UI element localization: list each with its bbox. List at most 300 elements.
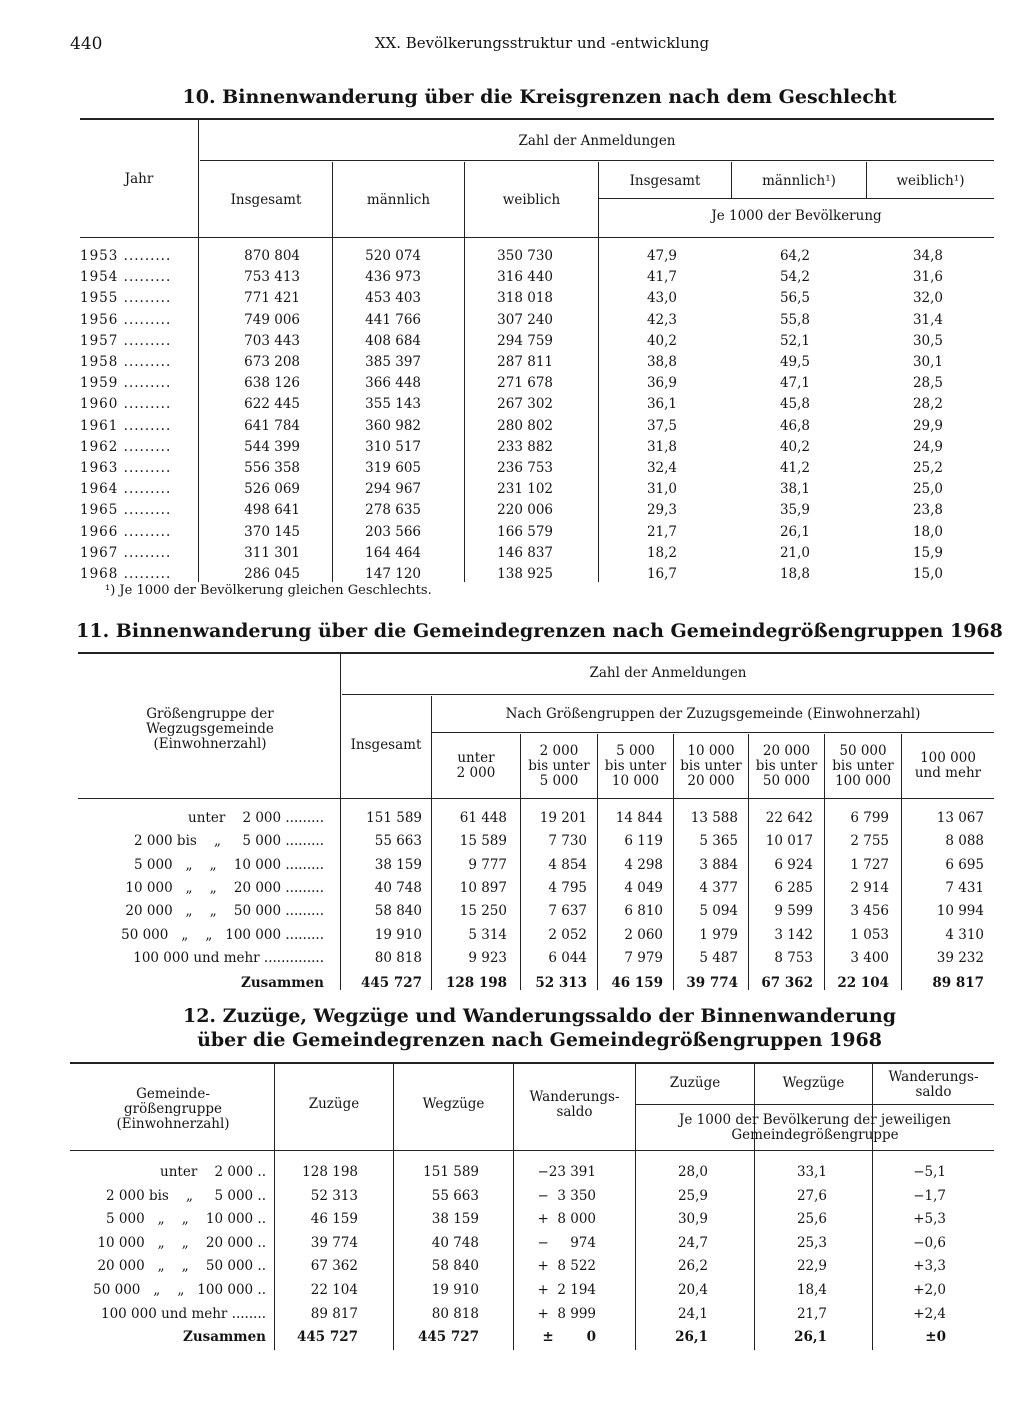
table11-vrule [340,652,341,990]
table12-group-label: 100 000 und mehr ........ [101,1305,266,1322]
table10-value-cell: 166 579 [497,523,553,540]
table10-value-cell: 52,1 [779,332,810,349]
table10-year-cell: 1955 ......... [80,290,172,307]
table12-value-cell: 26,2 [677,1258,708,1275]
table10-value-cell: 164 464 [365,544,421,561]
table12-total-label: Zusammen [183,1329,266,1346]
table12-group-label: 50 000 „ „ 100 000 .. [93,1282,266,1298]
table10-value-cell: 544 399 [244,438,300,455]
table12-value-cell: 39 774 [310,1234,358,1251]
table10-value-cell: 40,2 [646,332,677,349]
table11-value-cell: 10 017 [765,833,813,850]
table10-value-cell: 267 302 [497,396,553,413]
table12-value-cell: − 974 [537,1234,596,1251]
table10-value-cell: 41,2 [779,460,810,476]
table12-col-saldo-line2: saldo [556,1104,593,1120]
table12-col-rate-in: Zuzüge [669,1075,721,1091]
table11-value-cell: 9 599 [774,903,813,920]
table12-total-cell: ±0 [925,1329,946,1346]
table12-col-group-line2: größengruppe [124,1101,222,1117]
table10-value-cell: 271 678 [497,375,553,392]
table10-value-cell: 45,8 [779,396,810,413]
table10-vrule [332,162,333,582]
table10-col-female: weiblich [502,192,561,208]
table12-rate-sub-line2: Gemeindegrößengruppe [731,1127,899,1143]
table10-value-cell: 294 759 [497,332,553,349]
table10-value-cell: 28,5 [912,375,943,392]
table11-title: 11. Binnenwanderung über die Gemeindegrenzen nach Gemeindegrößengruppen 1968 [76,620,1003,642]
table12-col-group-line3: (Einwohnerzahl) [116,1116,230,1132]
table10-value-cell: 310 517 [365,438,421,455]
table11-value-cell: 13 588 [690,810,738,826]
table10-value-cell: 220 006 [497,502,553,519]
table11-size-col-header: 5 000 [616,743,655,759]
table10-value-cell: 231 102 [497,481,553,498]
table11-size-col-header: 50 000 [762,773,811,789]
table11-value-cell: 80 818 [374,949,422,966]
table12-value-cell: 67 362 [310,1258,358,1275]
table11-size-col-header: 10 000 [611,773,660,789]
table10-value-cell: 38,8 [646,354,677,370]
table10-value-cell: 47,9 [646,248,677,264]
table10-value-cell: 703 443 [244,332,300,349]
table11-total-cell: 52 313 [535,975,587,991]
table10-value-cell: 286 045 [244,566,300,582]
table10-value-cell: 36,9 [646,375,677,392]
table10-year-cell: 1956 ......... [80,311,172,328]
table11-group-label: 5 000 „ „ 10 000 ......... [134,856,324,873]
table11-size-col-header: 20 000 [762,743,811,759]
table11-group-rule [342,694,994,695]
table12-value-cell: 128 198 [302,1164,358,1180]
table10-year-cell: 1962 ......... [80,438,172,455]
table10-value-cell: 21,7 [646,523,677,540]
table11-value-cell: 6 799 [850,810,889,826]
table12-value-cell: −23 391 [537,1164,596,1180]
table12-group-label: 5 000 „ „ 10 000 .. [106,1211,266,1228]
table10-year-cell: 1966 ......... [80,523,172,540]
table12-rate-sub-line1: Je 1000 der Bevölkerung der jeweiligen [678,1112,952,1128]
table10-value-cell: 408 684 [365,332,421,349]
table11-value-cell: 39 232 [936,949,984,966]
table11-value-cell: 2 914 [850,879,889,896]
table10-value-cell: 280 802 [497,417,553,434]
table10-vrule [464,162,465,582]
table11-value-cell: 2 755 [850,833,889,850]
table12-value-cell: 30,9 [677,1211,708,1228]
table10-value-cell: 203 566 [365,523,421,540]
table11-value-cell: 4 377 [699,879,738,896]
table11-value-cell: 22 642 [765,810,813,826]
table11-value-cell: 5 314 [468,926,507,943]
table12-value-cell: +2,4 [913,1305,946,1322]
table10-value-cell: 870 804 [244,248,300,264]
table12-value-cell: 22,9 [796,1258,827,1275]
table10-value-cell: 307 240 [497,311,553,328]
table10-value-cell: 236 753 [497,460,553,476]
table10-header-bottom-rule [80,237,994,238]
table10-group-header: Zahl der Anmeldungen [518,133,676,149]
table10-title: 10. Binnenwanderung über die Kreisgrenzen nach dem Geschlecht [182,86,897,108]
table12-value-cell: 40 748 [431,1234,479,1251]
table10-value-cell: 294 967 [365,481,421,498]
table11-group-label: 50 000 „ „ 100 000 ......... [121,926,324,943]
table12-col-in: Zuzüge [308,1096,360,1112]
table10-year-cell: 1968 ......... [80,566,172,582]
table10-value-cell: 556 358 [244,460,300,476]
table11-value-cell: 151 589 [366,810,422,826]
table11-group-label: 2 000 bis „ 5 000 ......... [133,833,324,850]
table10-value-cell: 370 145 [244,523,300,540]
table12-value-cell: 18,4 [796,1282,827,1298]
table10-value-cell: 355 143 [365,396,421,413]
table12-title-line1: 12. Zuzüge, Wegzüge und Wanderungssaldo der Binnenwanderung [182,1005,897,1027]
table11-top-rule [78,652,994,654]
table11-value-cell: 14 844 [615,810,663,826]
table11-size-col-header: 10 000 [687,743,735,759]
table10-value-cell: 30,1 [912,354,943,370]
table12-value-cell: 46 159 [310,1211,358,1228]
table11-size-col-header: bis unter [832,758,894,774]
table11-size-col-header: und mehr [914,765,982,781]
table12-value-cell: 25,9 [677,1187,708,1204]
table12-total-cell: 445 727 [296,1329,358,1346]
table10-value-cell: 16,7 [646,566,677,582]
table11-col-group-line3: (Einwohnerzahl) [153,736,267,752]
table10-value-cell: 15,9 [912,544,943,561]
table10-value-cell: 56,5 [779,290,810,307]
table10-value-cell: 771 421 [244,290,300,307]
table11-value-cell: 6 119 [624,833,663,850]
table12-col-group-line1: Gemeinde- [136,1086,210,1102]
table12-value-cell: 80 818 [431,1305,479,1322]
table10-value-cell: 31,4 [912,311,943,328]
table11-value-cell: 8 753 [774,949,813,966]
table11-value-cell: 2 060 [624,926,663,943]
table11-size-col-header: bis unter [680,758,742,774]
table11-col-group-line2: Wegzugsgemeinde [146,721,274,737]
table11-value-cell: 9 777 [468,856,507,873]
table11-value-cell: 5 487 [699,949,738,966]
table11-group-label: 20 000 „ „ 50 000 ......... [125,903,324,920]
table10-value-cell: 366 448 [365,375,421,392]
table12-value-cell: +5,3 [913,1211,946,1228]
table10-value-cell: 360 982 [365,417,421,434]
table10-value-cell: 37,5 [646,417,677,434]
table11-value-cell: 2 052 [548,926,587,943]
table10-value-cell: 18,2 [646,544,677,561]
table10-value-cell: 385 397 [365,354,421,370]
table11-value-cell: 15 250 [459,903,507,920]
table10-value-cell: 311 301 [244,544,300,561]
table12-group-label: 2 000 bis „ 5 000 .. [106,1187,266,1204]
table11-value-cell: 1 979 [699,926,738,943]
table12-value-cell: 24,1 [677,1305,708,1322]
running-head: XX. Bevölkerungsstruktur und -entwicklung [374,34,710,52]
table12-value-cell: −1,7 [913,1187,946,1204]
table10-value-cell: 40,2 [779,438,810,455]
table12-col-rate-out: Wegzüge [782,1075,845,1091]
table10-value-cell: 287 811 [497,354,553,370]
table12-value-cell: 19 910 [431,1282,479,1298]
table11-value-cell: 10 897 [459,879,507,896]
table11-value-cell: 13 067 [936,810,984,826]
table12-top-rule [70,1062,994,1064]
table11-value-cell: 38 159 [374,856,422,873]
table10-value-cell: 35,9 [779,502,810,519]
table10-value-cell: 749 006 [244,311,300,328]
table12-value-cell: 27,6 [796,1187,827,1204]
table10-group-rule [200,160,994,161]
table12-group-label: unter 2 000 .. [160,1164,266,1180]
table10-value-cell: 316 440 [497,269,553,286]
table11-size-col-header: 2 000 [456,765,496,781]
table10-value-cell: 38,1 [779,481,810,498]
table10-value-cell: 64,2 [779,248,810,264]
table10-col-rate-female: weiblich¹) [896,173,965,189]
table11-group-label: 100 000 und mehr .............. [133,949,324,966]
table10-rate-subheader: Je 1000 der Bevölkerung [711,208,882,224]
table12-title-line2: über die Gemeindegrenzen nach Gemeindegrößengruppen 1968 [197,1029,882,1051]
table11-value-cell: 1 727 [850,856,889,873]
table10-value-cell: 147 120 [365,566,421,582]
table10-value-cell: 641 784 [244,417,300,434]
table11-value-cell: 19 910 [374,926,422,943]
table11-value-cell: 4 310 [945,926,984,943]
table11-value-cell: 7 730 [548,833,587,850]
table12-col-rate-saldo-line1: Wanderungs- [888,1069,979,1085]
table10-value-cell: 31,6 [912,269,943,286]
table11-value-cell: 7 431 [945,879,984,896]
table10-value-cell: 32,0 [912,290,943,307]
table11-value-cell: 4 298 [624,856,663,873]
table12-value-cell: +2,0 [913,1282,946,1298]
table11-value-cell: 5 365 [699,833,738,850]
table10-value-cell: 30,5 [912,332,943,349]
page-number: 440 [70,34,103,54]
table10-value-cell: 638 126 [244,375,300,392]
table11-value-cell: 55 663 [374,833,422,850]
table12-value-cell: 28,0 [677,1164,708,1180]
table10-value-cell: 54,2 [779,269,810,286]
table12-value-cell: 25,6 [796,1211,827,1228]
table10-value-cell: 47,1 [779,375,810,392]
table10-value-cell: 673 208 [244,354,300,370]
table10-value-cell: 436 973 [365,269,421,286]
table10-value-cell: 29,9 [912,417,943,434]
table12-value-cell: 52 313 [310,1187,358,1204]
table10-year-cell: 1967 ......... [80,544,172,561]
table12-value-cell: 20,4 [677,1282,708,1298]
table11-value-cell: 4 795 [548,879,587,896]
table12-value-cell: 33,1 [796,1164,827,1180]
table10-value-cell: 498 641 [244,502,300,519]
table12-value-cell: 22 104 [310,1282,358,1298]
table11-value-cell: 4 049 [624,879,663,896]
table11-size-col-header: unter [457,750,495,766]
table12-value-cell: 151 589 [423,1164,479,1180]
table11-value-cell: 3 456 [850,903,889,920]
table10-year-cell: 1957 ......... [80,332,172,349]
table11-value-cell: 40 748 [374,879,422,896]
table10-value-cell: 41,7 [646,269,677,286]
table10-value-cell: 21,0 [779,544,810,561]
table10-value-cell: 36,1 [646,396,677,413]
table11-value-cell: 1 053 [850,926,889,943]
table10-value-cell: 622 445 [244,396,300,413]
table10-value-cell: 319 605 [365,460,421,476]
table10-value-cell: 43,0 [646,290,677,307]
table10-value-cell: 453 403 [365,290,421,307]
table10-value-cell: 233 882 [497,438,553,455]
table10-value-cell: 29,3 [646,502,677,519]
table11-size-col-header: bis unter [528,758,590,774]
table11-value-cell: 19 201 [539,810,587,826]
table11-col-group-line1: Größengruppe der [146,706,274,722]
table11-value-cell: 4 854 [548,856,587,873]
table10-top-rule [80,118,994,120]
table12-rate-rule [636,1104,994,1105]
table11-value-cell: 5 094 [699,903,738,920]
table12-total-cell: 445 727 [417,1329,479,1346]
table11-sub-rule [432,732,994,733]
table11-size-col-header: 5 000 [539,773,579,789]
table10-value-cell: 24,9 [912,438,943,455]
table12-total-cell: 26,1 [675,1329,708,1346]
table11-value-cell: 3 400 [850,949,889,966]
table10-value-cell: 32,4 [646,460,677,476]
table10-value-cell: 26,1 [779,523,810,540]
table12-col-rate-saldo-line2: saldo [915,1084,952,1100]
table11-size-col-header: bis unter [604,758,667,774]
table11-value-cell: 6 044 [548,949,587,966]
table10-col-rate-male: männlich¹) [762,173,836,189]
table12-value-cell: + 8 000 [537,1211,596,1228]
table11-value-cell: 3 142 [774,926,813,943]
table10-col-rate-total: Insgesamt [629,173,701,189]
table12-value-cell: 89 817 [310,1305,358,1322]
table11-value-cell: 9 923 [468,949,507,966]
table11-size-col-header: 100 000 [835,773,891,789]
table12-value-cell: + 2 194 [537,1282,596,1298]
table12-col-saldo-line1: Wanderungs- [529,1089,620,1105]
table10-value-cell: 753 413 [244,269,300,286]
table10-value-cell: 23,8 [912,502,943,519]
table12-value-cell: 38 159 [431,1211,479,1228]
table10-year-cell: 1964 ......... [80,481,172,498]
table11-total-cell: 46 159 [611,975,663,991]
table11-size-col-header: 20 000 [687,773,735,789]
table12-header-bottom-rule [70,1150,994,1151]
table10-value-cell: 28,2 [912,396,943,413]
table11-total-cell: 67 362 [761,975,813,991]
table11-group-label: 10 000 „ „ 20 000 ......... [125,879,324,896]
table10-vrule [198,118,199,582]
table11-group-header: Zahl der Anmeldungen [589,665,747,681]
table10-value-cell: 55,8 [779,311,810,328]
table12-group-label: 10 000 „ „ 20 000 .. [97,1234,266,1251]
table12-value-cell: 55 663 [431,1187,479,1204]
table10-year-cell: 1958 ......... [80,354,172,370]
table11-size-col-header: 100 000 [920,750,976,766]
table11-value-cell: 7 979 [624,949,663,966]
table11-value-cell: 7 637 [548,903,587,920]
table10-value-cell: 146 837 [497,544,553,561]
table11-col-total: Insgesamt [350,737,422,753]
table10-value-cell: 526 069 [244,481,300,498]
table12-value-cell: 58 840 [431,1258,479,1275]
table10-value-cell: 278 635 [365,502,421,519]
table11-total-cell: 22 104 [837,975,889,991]
table10-value-cell: 350 730 [497,248,553,264]
table11-total-cell: 128 198 [445,975,507,991]
table10-value-cell: 18,0 [912,523,943,540]
table10-year-cell: 1959 ......... [80,375,172,392]
table11-value-cell: 15 589 [459,833,507,850]
table12-group-label: 20 000 „ „ 50 000 .. [97,1258,266,1275]
table11-value-cell: 6 285 [774,879,813,896]
table12-value-cell: − 3 350 [537,1187,596,1204]
table11-value-cell: 8 088 [945,833,984,850]
table11-sub-header: Nach Größengruppen der Zuzugsgemeinde (Einwohnerzahl) [505,706,921,722]
table10-value-cell: 25,0 [912,481,943,498]
table10-col-male: männlich [366,192,431,208]
table10-year-cell: 1961 ......... [80,417,172,434]
table12-value-cell: −5,1 [913,1164,946,1180]
table11-value-cell: 58 840 [374,903,422,920]
table11-size-col-header: 2 000 [539,743,579,759]
table12-value-cell: 24,7 [677,1234,708,1251]
table10-value-cell: 25,2 [912,460,943,476]
table10-vrule [598,162,599,582]
table11-total-cell: 39 774 [686,975,738,991]
table10-value-cell: 46,8 [779,417,810,434]
table12-value-cell: + 8 522 [537,1258,596,1275]
table11-header-bottom-rule [78,798,994,799]
table10-value-cell: 42,3 [646,311,677,328]
table10-value-cell: 138 925 [497,566,553,582]
table10-value-cell: 31,0 [646,481,677,498]
table10-year-cell: 1953 ......... [80,248,172,264]
table10-value-cell: 49,5 [779,354,810,370]
table12-total-cell: 26,1 [794,1329,827,1346]
table10-value-cell: 441 766 [365,311,421,328]
table11-value-cell: 6 810 [624,903,663,920]
table10-col-year: Jahr [124,171,154,187]
table10-col-total: Insgesamt [230,192,302,208]
table10-value-cell: 15,0 [912,566,943,582]
table10-year-cell: 1965 ......... [80,502,172,519]
table12-col-out: Wegzüge [422,1096,485,1112]
table11-value-cell: 6 924 [774,856,813,873]
table11-group-label: unter 2 000 ......... [188,810,324,826]
table10-value-cell: 31,8 [646,438,677,455]
table10-footnote: ¹) Je 1000 der Bevölkerung gleichen Geschlechts. [105,583,432,598]
table12-value-cell: 21,7 [796,1305,827,1322]
table10-value-cell: 520 074 [365,248,421,264]
table11-total-cell: 89 817 [932,975,984,991]
table10-rate-rule [598,198,994,199]
table12-value-cell: + 8 999 [537,1305,596,1322]
table11-total-cell: 445 727 [360,975,422,991]
table10-year-cell: 1963 ......... [80,460,172,476]
table10-year-cell: 1954 ......... [80,269,172,286]
table11-value-cell: 3 884 [699,856,738,873]
table12-value-cell: 25,3 [796,1234,827,1251]
table10-value-cell: 18,8 [779,566,810,582]
table12-total-cell: ± 0 [542,1329,596,1346]
table11-total-label: Zusammen [241,975,324,991]
